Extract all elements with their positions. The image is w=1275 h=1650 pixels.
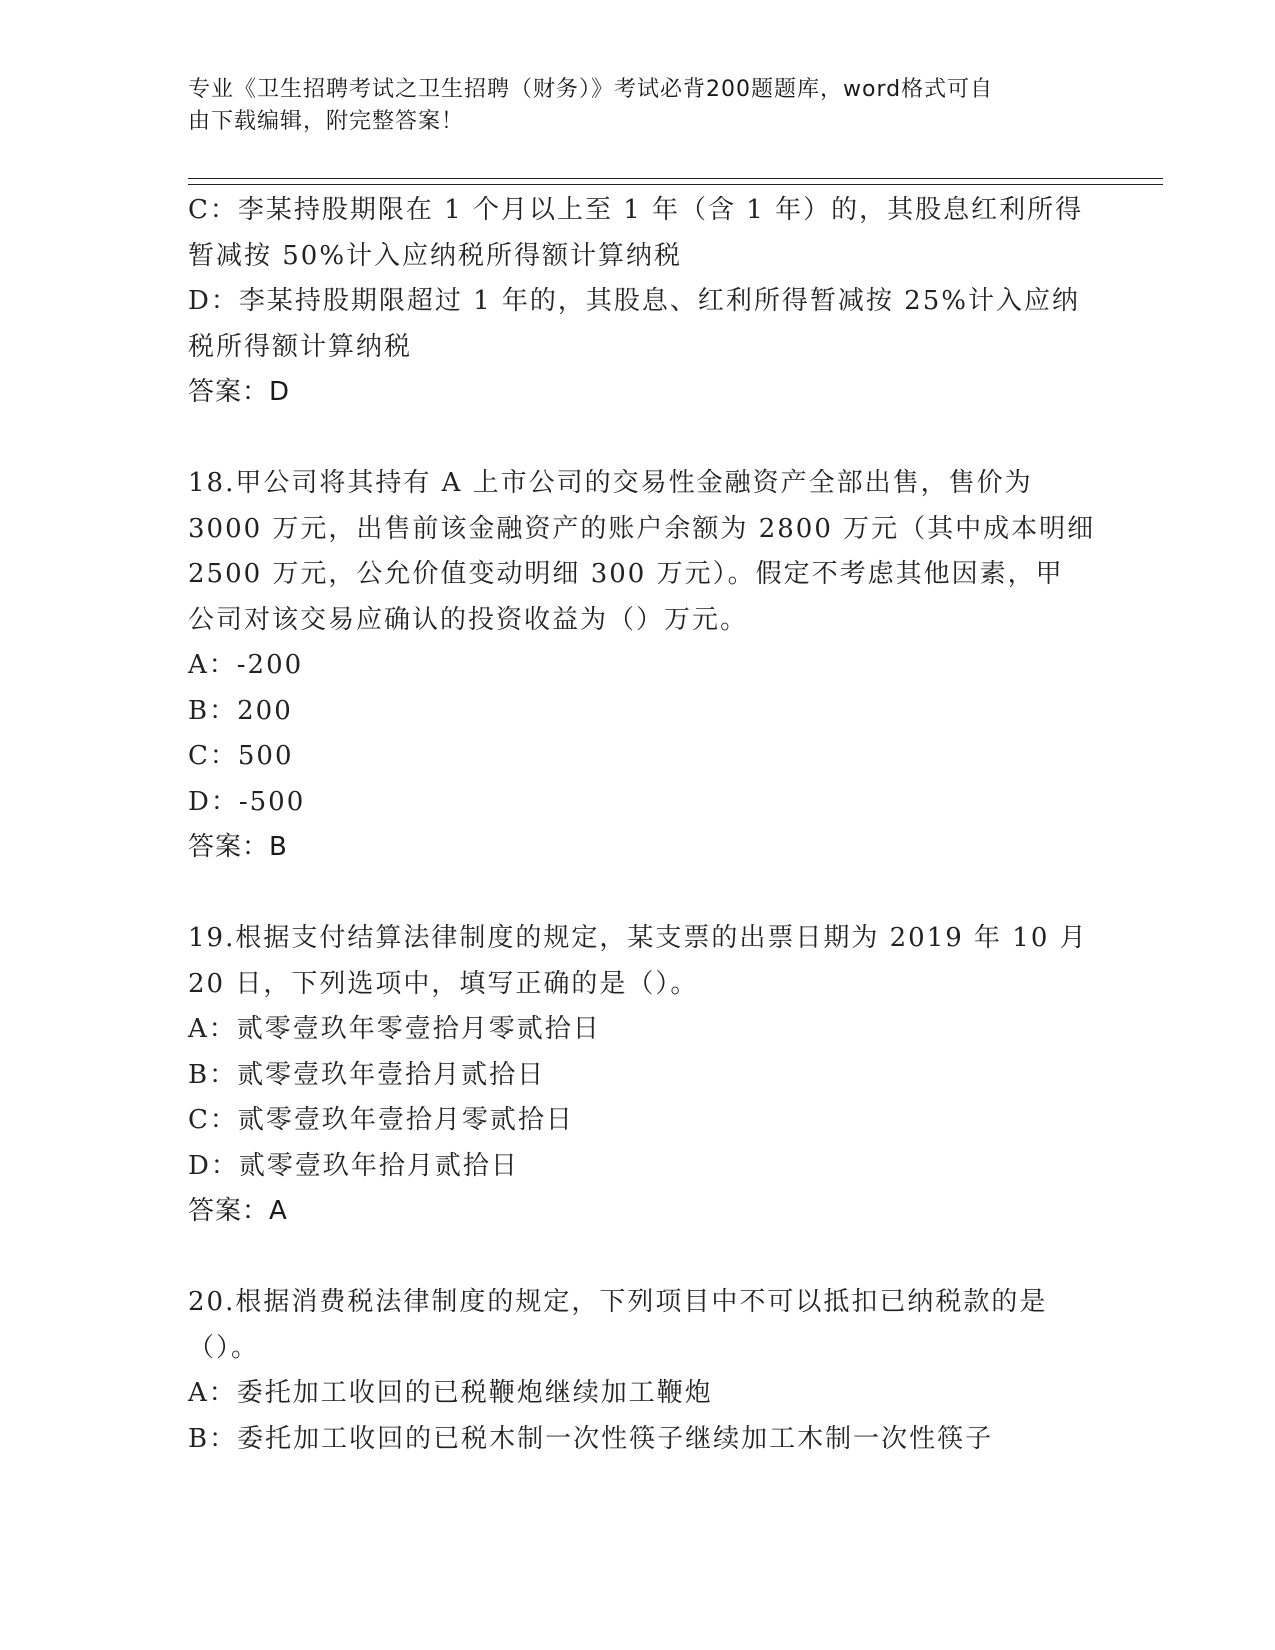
header-line-1: 专业《卫生招聘考试之卫生招聘（财务）》考试必背200题题库，word格式可自	[188, 77, 994, 102]
question-20	[188, 1280, 1088, 1462]
answer-18: 答案：B	[188, 832, 288, 862]
question-stem-line-1: 18.甲公司将其持有 A 上市公司的交易性金融资产全部出售，售价为	[188, 468, 1033, 498]
question-stem-line-2: 3000 万元，出售前该金融资产的账户余额为 2800 万元（其中成本明细	[188, 513, 1096, 544]
header-divider-top	[188, 178, 1163, 179]
spacer	[188, 416, 1088, 462]
option-d: D：-500	[188, 786, 306, 817]
option-c: C：贰零壹玖年壹拾月零贰拾日	[188, 1105, 574, 1135]
question-stem-line-3: 2500 万元，公允价值变动明细 300 万元）。假定不考虑其他因素，甲	[188, 559, 1064, 589]
spacer	[188, 871, 1088, 917]
option-b: B：委托加工收回的已税木制一次性筷子继续加工木制一次性筷子	[188, 1423, 994, 1454]
option-b: B：200	[188, 695, 293, 726]
document-body	[188, 188, 1096, 1462]
header-line-2: 由下载编辑，附完整答案！	[188, 109, 465, 134]
option-c-line-1: C：李某持股期限在 1 个月以上至 1 年（含 1 年）的，其股息红利所得	[188, 195, 1084, 225]
question-stem-line-1: 20.根据消费税法律制度的规定，下列项目中不可以抵扣已纳税款的是	[188, 1287, 1048, 1317]
option-d-line-1: D：李某持股期限超过 1 年的，其股息、红利所得暂减按 25%计入应纳	[188, 286, 1080, 316]
option-c: C：500	[188, 741, 294, 771]
question-stem-line-2: 20 日，下列选项中，填写正确的是（）。	[188, 968, 699, 999]
option-a: A：委托加工收回的已税鞭炮继续加工鞭炮	[188, 1378, 713, 1408]
option-a: A：-200	[188, 650, 304, 680]
option-d: D：贰零壹玖年拾月贰拾日	[188, 1150, 519, 1181]
question-stem-line-4: 公司对该交易应确认的投资收益为（）万元。	[188, 604, 749, 635]
question-18	[188, 461, 1096, 871]
option-a: A：贰零壹玖年零壹拾月零贰拾日	[188, 1014, 601, 1044]
option-d-line-2: 税所得额计算纳税	[188, 331, 413, 362]
answer-17: 答案：D	[188, 377, 291, 407]
question-stem-line-1: 19.根据支付结算法律制度的规定，某支票的出票日期为 2019 年 10 月	[188, 923, 1088, 953]
answer-19: 答案：A	[188, 1196, 288, 1226]
question-17-tail	[188, 188, 1088, 416]
document-header	[188, 74, 1068, 138]
spacer	[188, 1235, 1088, 1281]
header-divider-bottom	[188, 184, 1163, 185]
question-19	[188, 916, 1088, 1235]
option-b: B：贰零壹玖年壹拾月贰拾日	[188, 1059, 546, 1090]
option-c-line-2: 暂减按 50%计入应纳税所得额计算纳税	[188, 240, 683, 271]
question-stem-line-2: （）。	[188, 1332, 260, 1363]
